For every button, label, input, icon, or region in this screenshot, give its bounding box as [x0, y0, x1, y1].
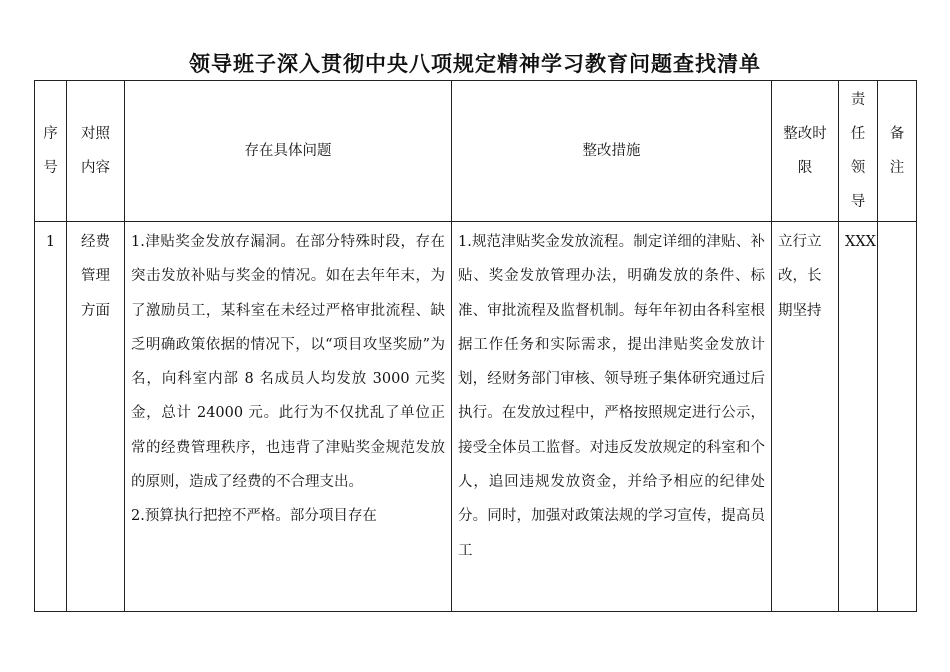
- header-issue: 存在具体问题: [125, 81, 452, 222]
- header-field: 对照内容: [67, 81, 125, 222]
- cell-field: 经费管理方面: [67, 222, 125, 612]
- header-remark: 备注: [878, 81, 917, 222]
- cell-leader: XXX: [839, 222, 878, 612]
- issue-paragraph-1: 1.津贴奖金发放存漏洞。在部分特殊时段，存在突击发放补贴与奖金的情况。如在去年年末，为了激励员工，某科室在未经过严格审批流程、缺乏明确政策依据的情况下，以“项目攻坚奖励”为名，向科室内部 8 名成员人均发放 3000 元奖金，总计 24000 元。此行为不仅扰乱了单位正常的经费管理秩序，也违背了津贴奖金规范发放的原则，造成了经费的不合理支出。: [131, 234, 445, 491]
- table-header-row: [35, 81, 917, 222]
- cell-remark: [878, 222, 917, 612]
- cell-seq: 1: [35, 222, 67, 612]
- header-measure: 整改措施: [452, 81, 772, 222]
- issue-table: [34, 80, 917, 612]
- cell-deadline: 立行立改，长期坚持: [772, 222, 839, 612]
- header-deadline: 整改时限: [772, 81, 839, 222]
- issue-paragraph-2: 2.预算执行把控不严格。部分项目存在: [131, 508, 377, 525]
- cell-issue: [125, 222, 452, 612]
- header-leader: 责任领导: [839, 81, 878, 222]
- cell-measure: 1.规范津贴奖金发放流程。制定详细的津贴、补贴、奖金发放管理办法，明确发放的条件、标准、审批流程及监督机制。每年年初由各科室根据工作任务和实际需求，提出津贴奖金发放计划，经财务部门审核、领导班子集体研究通过后执行。在发放过程中，严格按照规定进行公示，接受全体员工监督。对违反发放规定的科室和个人，追回违规发放资金，并给予相应的纪律处分。同时，加强对政策法规的学习宣传，提高员工: [452, 222, 772, 612]
- page-title: 领导班子深入贯彻中央八项规定精神学习教育问题查找清单: [189, 52, 761, 76]
- table-row: [35, 222, 917, 612]
- header-seq: 序号: [35, 81, 67, 222]
